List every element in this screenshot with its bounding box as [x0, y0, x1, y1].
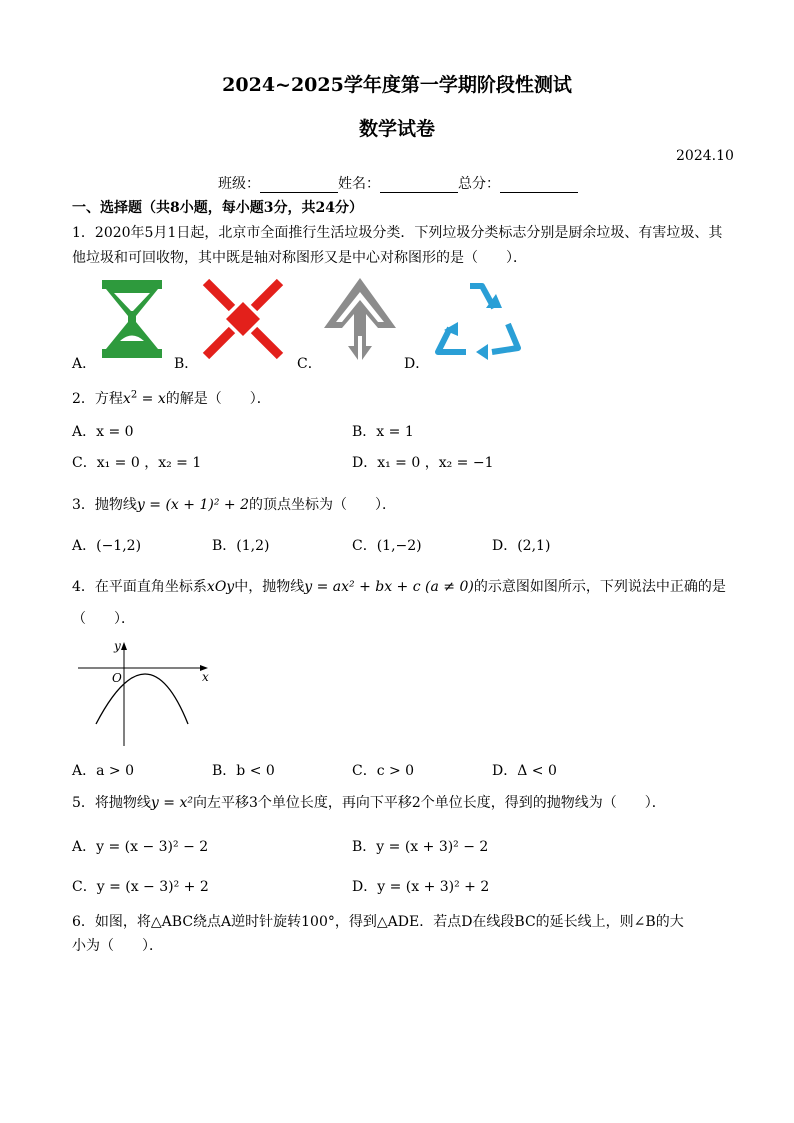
kitchen-waste-icon: [100, 278, 164, 360]
q3-stem: [72, 494, 396, 514]
q4-expr: y = ax² + bx + c (a ≠ 0): [304, 579, 474, 595]
name-label: 姓名：: [338, 176, 380, 192]
x-axis-label: x: [202, 670, 209, 684]
q1-line2: 他垃圾和可回收物，其中既是轴对称图形又是中心对称图形的是（ ）．: [72, 250, 527, 266]
q2-suffix: 的解是（ ）．: [165, 391, 271, 407]
y-axis-arrow-icon: [121, 642, 127, 650]
q2-prefix: 2．方程: [72, 391, 123, 407]
q5-expr: y = x²: [150, 795, 193, 811]
recycle-icon: [432, 278, 522, 360]
q3-option-a: A．(−1,2): [72, 538, 142, 554]
q5-option-b: B．y = (x + 3)² − 2: [352, 839, 489, 855]
parabola-graph: [74, 638, 214, 750]
q3-prefix: 3．抛物线: [72, 497, 137, 513]
class-label: 班级：: [218, 176, 260, 192]
q2-option-b: B．x = 1: [352, 424, 414, 440]
q5-option-c: C．y = (x − 3)² + 2: [72, 879, 209, 895]
q4-system: xOy: [206, 579, 235, 595]
q1-line1: 1．2020年5月1日起，北京市全面推行生活垃圾分类．下列垃圾分类标志分别是厨余垃圾、有害垃圾、其: [72, 225, 723, 241]
q3-option-c: C．(1,−2): [352, 538, 422, 554]
q3-suffix: 的顶点坐标为（ ）．: [248, 497, 396, 513]
q1-option-a: A．: [72, 356, 97, 372]
q2-option-a: A．x = 0: [72, 424, 134, 440]
q5-stem: [72, 792, 666, 812]
q4-option-a: A．a > 0: [72, 763, 134, 779]
harmful-waste-icon: [202, 278, 284, 360]
q2-eq-base: x: [122, 391, 131, 407]
name-blank[interactable]: [380, 192, 458, 193]
q4-prefix: 4．在平面直角坐标系: [72, 579, 207, 595]
q4-suffix: 的示意图如图所示，下列说法中正确的是: [473, 579, 726, 595]
section-heading: 一、选择题（共8小题，每小题3分，共24分）: [72, 200, 363, 216]
q2-eq-exp: 2: [130, 389, 138, 401]
q3-option-b: B．(1,2): [212, 538, 270, 554]
q4-mid: 中，抛物线: [234, 579, 305, 595]
q4-option-c: C．c > 0: [352, 763, 415, 779]
score-blank[interactable]: [500, 192, 578, 193]
q5-prefix: 5．将抛物线: [72, 795, 151, 811]
parabola-curve: [96, 674, 188, 724]
q5-option-d: D．y = (x + 3)² + 2: [352, 879, 490, 895]
q4-line2: （ ）．: [72, 611, 135, 627]
q1-option-d: D．: [404, 356, 430, 372]
q2-option-c: C．x₁ = 0 ，x₂ = 1: [72, 455, 202, 471]
class-blank[interactable]: [260, 192, 338, 193]
q4-option-d: D．Δ < 0: [492, 763, 557, 779]
origin-label: O: [112, 671, 122, 685]
q4-option-b: B．b < 0: [212, 763, 275, 779]
q5-option-a: A．y = (x − 3)² − 2: [72, 839, 209, 855]
page-subtitle: 数学试卷: [358, 118, 435, 140]
q2-stem: [72, 388, 271, 408]
page-title: 2024~2025学年度第一学期阶段性测试: [222, 74, 572, 96]
q3-option-d: D．(2,1): [492, 538, 551, 554]
q6-line2: 小为（ ）．: [72, 938, 163, 954]
q5-suffix: 向左平移3个单位长度，再向下平移2个单位长度，得到的抛物线为（ ）．: [192, 795, 666, 811]
score-label: 总分：: [458, 176, 500, 192]
q1-option-b: B．: [174, 356, 199, 372]
q2-option-d: D．x₁ = 0 ，x₂ = −1: [352, 455, 494, 471]
q6-line1: 6．如图，将△ABC绕点A逆时针旋转100°，得到△ADE．若点D在线段BC的延长线上，则∠B的大: [72, 914, 684, 930]
q3-expr: y = (x + 1)² + 2: [136, 497, 249, 513]
q1-option-c: C．: [297, 356, 322, 372]
exam-date: 2024.10: [676, 148, 734, 164]
y-axis-label: y: [114, 639, 121, 653]
q4-stem: [72, 576, 726, 596]
other-waste-icon: [322, 276, 398, 362]
q2-eq-rest: = x: [137, 391, 166, 407]
student-info-line: [218, 173, 578, 193]
